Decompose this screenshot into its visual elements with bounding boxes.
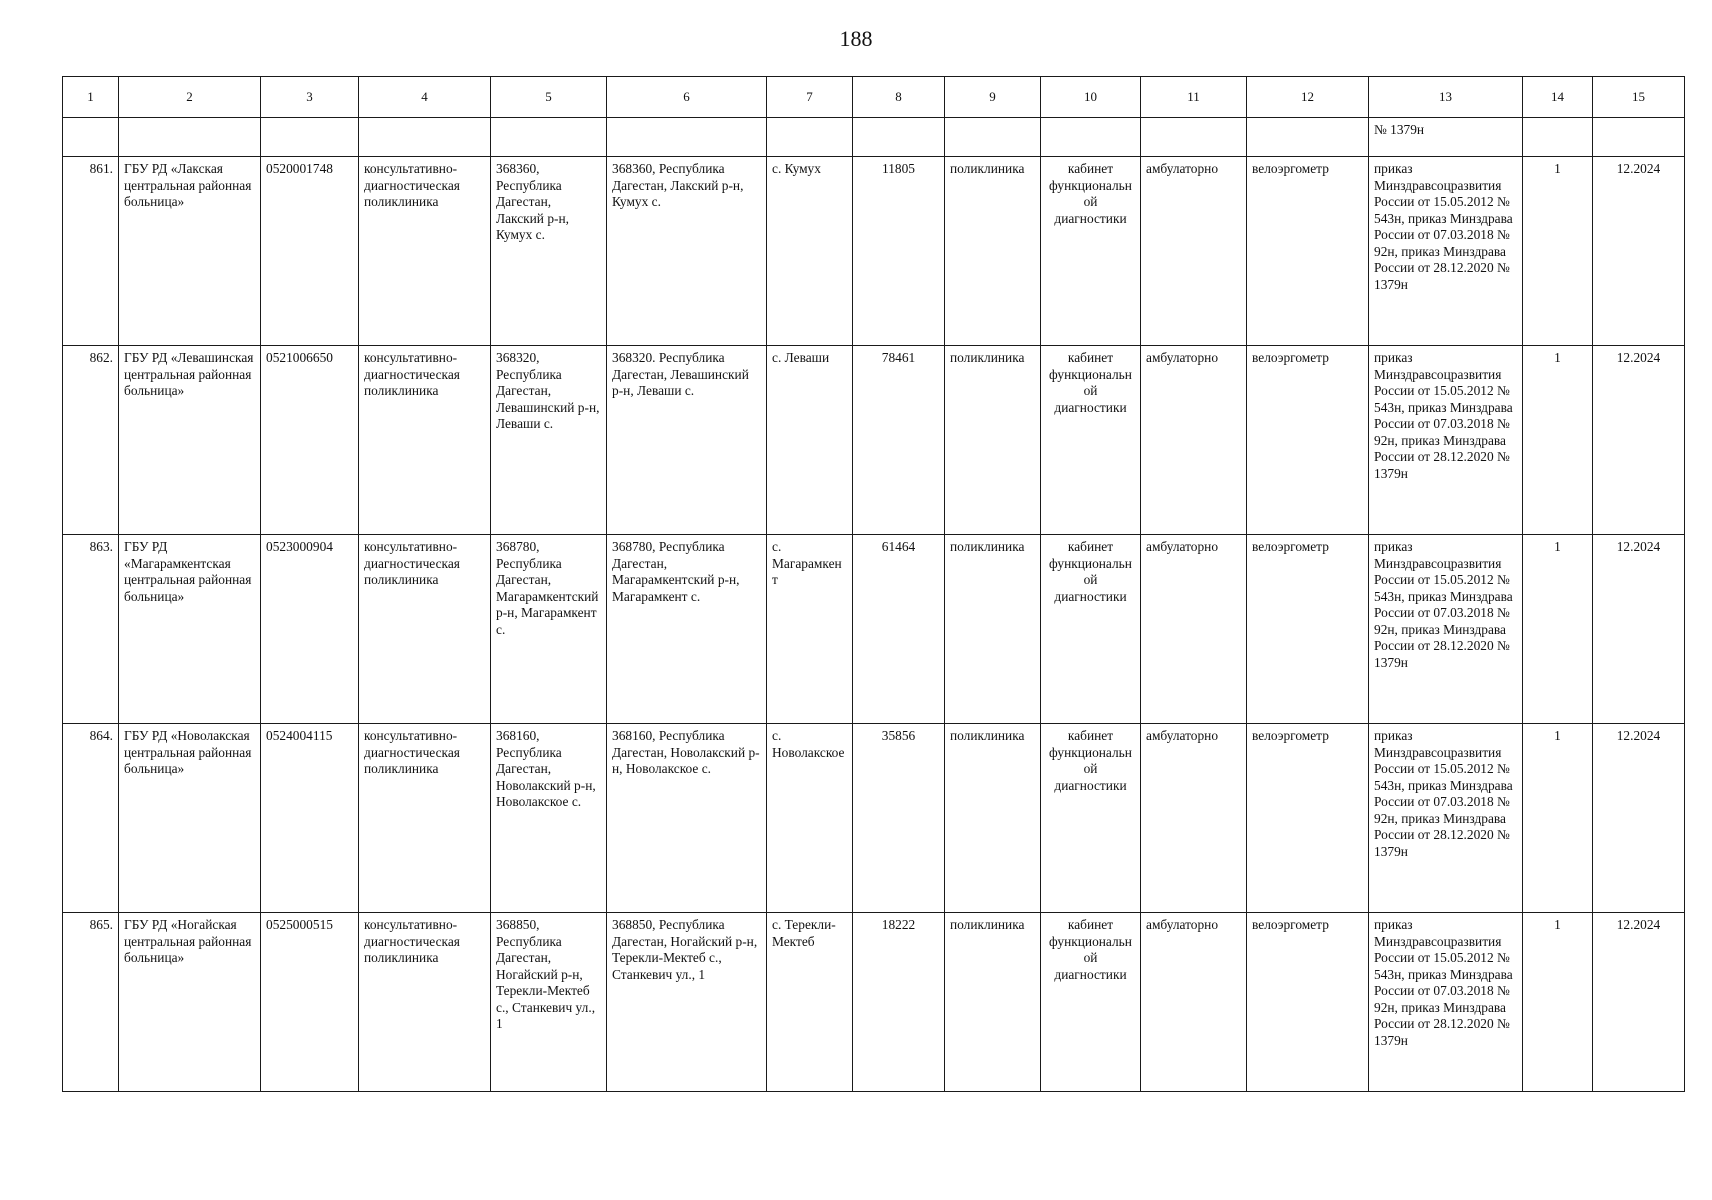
- column-number: 1: [63, 77, 119, 118]
- type-cell: консультативно-диагностическая поликлиника: [359, 157, 491, 346]
- order-cell: № 1379н: [1369, 118, 1523, 157]
- order-cell: приказ Минздравсоцразвития России от 15.05.2012 № 543н, приказ Минздрава России от 07.03.2018 № 92н, приказ Минздрава России от 28.12.2020 № 1379н: [1369, 157, 1523, 346]
- locality-cell: с. Магарамкент: [767, 535, 853, 724]
- column-number: 5: [491, 77, 607, 118]
- order-cell: приказ Минздравсоцразвития России от 15.05.2012 № 543н, приказ Минздрава России от 07.03.2018 № 92н, приказ Минздрава России от 28.12.2020 № 1379н: [1369, 913, 1523, 1092]
- organization-cell: ГБУ РД «Новолакская центральная районная больница»: [119, 724, 261, 913]
- column-number: 12: [1247, 77, 1369, 118]
- unit-cell: поликлиника: [945, 724, 1041, 913]
- equipment-cell: велоэргометр: [1247, 913, 1369, 1092]
- form-cell: амбулаторно: [1141, 913, 1247, 1092]
- equipment-cell: велоэргометр: [1247, 157, 1369, 346]
- table-row: [63, 535, 1685, 724]
- table-row: [63, 724, 1685, 913]
- address-cell: 368160, Республика Дагестан, Новолакский р-н, Новолакское с.: [491, 724, 607, 913]
- equipment-cell: велоэргометр: [1247, 346, 1369, 535]
- table-row: [63, 346, 1685, 535]
- cabinet-cell: кабинет функциональной диагностики: [1041, 913, 1141, 1092]
- row-number: 863.: [63, 535, 119, 724]
- date-cell: 12.2024: [1593, 535, 1685, 724]
- organization-cell: ГБУ РД «Лакская центральная районная больница»: [119, 157, 261, 346]
- column-number: 3: [261, 77, 359, 118]
- form-cell: амбулаторно: [1141, 535, 1247, 724]
- form-cell: амбулаторно: [1141, 724, 1247, 913]
- date-cell: 12.2024: [1593, 913, 1685, 1092]
- organization-cell: ГБУ РД «Магарамкентская центральная районная больница»: [119, 535, 261, 724]
- column-number: 2: [119, 77, 261, 118]
- actual-address-cell: 368160, Республика Дагестан, Новолакский р-н, Новолакское с.: [607, 724, 767, 913]
- date-cell: 12.2024: [1593, 157, 1685, 346]
- column-number: 9: [945, 77, 1041, 118]
- inn-cell: 0525000515: [261, 913, 359, 1092]
- date-cell: 12.2024: [1593, 724, 1685, 913]
- type-cell: консультативно-диагностическая поликлиника: [359, 724, 491, 913]
- column-number: 7: [767, 77, 853, 118]
- address-cell: 368780, Республика Дагестан, Магарамкентский р-н, Магарамкент с.: [491, 535, 607, 724]
- type-cell: консультативно-диагностическая поликлиника: [359, 346, 491, 535]
- column-number: 11: [1141, 77, 1247, 118]
- count-cell: 1: [1523, 346, 1593, 535]
- inn-cell: 0520001748: [261, 157, 359, 346]
- row-number: 865.: [63, 913, 119, 1092]
- column-number: 8: [853, 77, 945, 118]
- population-cell: 35856: [853, 724, 945, 913]
- unit-cell: поликлиника: [945, 346, 1041, 535]
- cabinet-cell: кабинет функциональной диагностики: [1041, 724, 1141, 913]
- equipment-cell: велоэргометр: [1247, 535, 1369, 724]
- registry-table: [62, 76, 1685, 1092]
- form-cell: амбулаторно: [1141, 346, 1247, 535]
- organization-cell: ГБУ РД «Ногайская центральная районная больница»: [119, 913, 261, 1092]
- continuation-row: [63, 118, 1685, 157]
- locality-cell: с. Терекли-Мектеб: [767, 913, 853, 1092]
- unit-cell: поликлиника: [945, 913, 1041, 1092]
- address-cell: 368320, Республика Дагестан, Левашинский р-н, Леваши с.: [491, 346, 607, 535]
- row-number: 861.: [63, 157, 119, 346]
- equipment-cell: велоэргометр: [1247, 724, 1369, 913]
- locality-cell: с. Новолакское: [767, 724, 853, 913]
- actual-address-cell: 368320. Республика Дагестан, Левашинский р-н, Леваши с.: [607, 346, 767, 535]
- unit-cell: поликлиника: [945, 535, 1041, 724]
- row-number: 862.: [63, 346, 119, 535]
- date-cell: 12.2024: [1593, 346, 1685, 535]
- column-number: 13: [1369, 77, 1523, 118]
- locality-cell: с. Кумух: [767, 157, 853, 346]
- address-cell: 368850, Республика Дагестан, Ногайский р-н, Терекли-Мектеб с., Станкевич ул., 1: [491, 913, 607, 1092]
- type-cell: консультативно-диагностическая поликлиника: [359, 535, 491, 724]
- count-cell: 1: [1523, 535, 1593, 724]
- cabinet-cell: кабинет функциональной диагностики: [1041, 346, 1141, 535]
- cabinet-cell: кабинет функциональной диагностики: [1041, 157, 1141, 346]
- order-cell: приказ Минздравсоцразвития России от 15.05.2012 № 543н, приказ Минздрава России от 07.03.2018 № 92н, приказ Минздрава России от 28.12.2020 № 1379н: [1369, 535, 1523, 724]
- table-row: [63, 913, 1685, 1092]
- page-number: 188: [839, 26, 873, 51]
- cabinet-cell: кабинет функциональной диагностики: [1041, 535, 1141, 724]
- order-cell: приказ Минздравсоцразвития России от 15.05.2012 № 543н, приказ Минздрава России от 07.03.2018 № 92н, приказ Минздрава России от 28.12.2020 № 1379н: [1369, 724, 1523, 913]
- column-number: 4: [359, 77, 491, 118]
- column-number: 15: [1593, 77, 1685, 118]
- address-cell: 368360, Республика Дагестан, Лакский р-н, Кумух с.: [491, 157, 607, 346]
- row-number: 864.: [63, 724, 119, 913]
- actual-address-cell: 368850, Республика Дагестан, Ногайский р-н, Терекли-Мектеб с., Станкевич ул., 1: [607, 913, 767, 1092]
- form-cell: амбулаторно: [1141, 157, 1247, 346]
- count-cell: 1: [1523, 724, 1593, 913]
- population-cell: 18222: [853, 913, 945, 1092]
- population-cell: 61464: [853, 535, 945, 724]
- type-cell: консультативно-диагностическая поликлиника: [359, 913, 491, 1092]
- column-number-row: [63, 77, 1685, 118]
- column-number: 10: [1041, 77, 1141, 118]
- table-row: [63, 157, 1685, 346]
- actual-address-cell: 368360, Республика Дагестан, Лакский р-н, Кумух с.: [607, 157, 767, 346]
- count-cell: 1: [1523, 913, 1593, 1092]
- inn-cell: 0524004115: [261, 724, 359, 913]
- organization-cell: ГБУ РД «Левашинская центральная районная больница»: [119, 346, 261, 535]
- inn-cell: 0523000904: [261, 535, 359, 724]
- column-number: 14: [1523, 77, 1593, 118]
- inn-cell: 0521006650: [261, 346, 359, 535]
- count-cell: 1: [1523, 157, 1593, 346]
- unit-cell: поликлиника: [945, 157, 1041, 346]
- population-cell: 78461: [853, 346, 945, 535]
- population-cell: 11805: [853, 157, 945, 346]
- column-number: 6: [607, 77, 767, 118]
- order-cell: приказ Минздравсоцразвития России от 15.05.2012 № 543н, приказ Минздрава России от 07.03.2018 № 92н, приказ Минздрава России от 28.12.2020 № 1379н: [1369, 346, 1523, 535]
- actual-address-cell: 368780, Республика Дагестан, Магарамкентский р-н, Магарамкент с.: [607, 535, 767, 724]
- locality-cell: с. Леваши: [767, 346, 853, 535]
